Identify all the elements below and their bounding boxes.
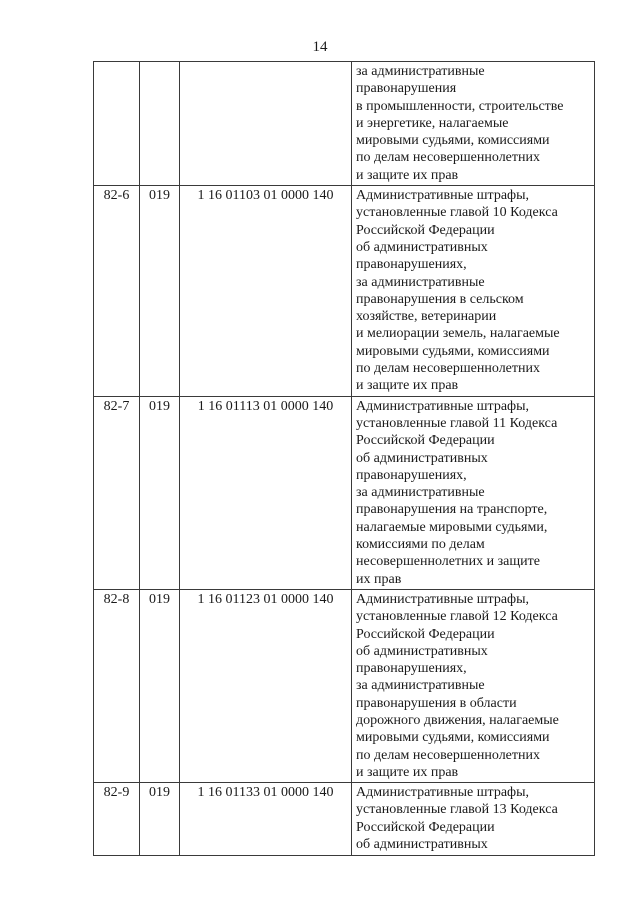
budget-classification-code: 1 16 01113 01 0000 140 xyxy=(180,396,352,589)
admin-code: 019 xyxy=(140,396,180,589)
description-line: мировыми судьями, комиссиями xyxy=(356,343,550,359)
description-line: правонарушения в области xyxy=(356,695,517,711)
description-line: за административные xyxy=(356,64,485,79)
budget-classification-code: 1 16 01103 01 0000 140 xyxy=(180,186,352,397)
row-number: 82-9 xyxy=(94,783,140,856)
description xyxy=(352,396,595,589)
table-row xyxy=(94,62,595,186)
description-line: за административные xyxy=(356,274,485,290)
description-line: установленные главой 13 Кодекса xyxy=(356,802,558,818)
description-line: и мелиорации земель, налагаемые xyxy=(356,326,560,342)
admin-code xyxy=(140,62,180,186)
description-line: Административные штрафы, xyxy=(356,785,530,801)
description-line: об административных xyxy=(356,643,488,659)
description xyxy=(352,186,595,397)
description-line: налагаемые мировыми судьями, xyxy=(356,519,548,535)
description-line: и защите их прав xyxy=(356,764,459,780)
description-line: Административные штрафы, xyxy=(356,188,530,204)
description-line: хозяйстве, ветеринарии xyxy=(356,309,497,325)
description-line: Российской Федерации xyxy=(356,819,495,835)
description-line: мировыми судьями, комиссиями xyxy=(356,133,550,149)
description-line: их прав xyxy=(356,571,402,587)
row-number xyxy=(94,62,140,186)
description-line: мировыми судьями, комиссиями xyxy=(356,730,550,746)
description xyxy=(352,589,595,782)
description-line: и защите их прав xyxy=(356,378,459,394)
fines-table xyxy=(93,61,595,856)
page-number: 14 xyxy=(312,39,328,55)
description-line: дорожного движения, налагаемые xyxy=(356,712,559,728)
description-line: правонарушения в сельском xyxy=(356,291,524,307)
budget-classification-code: 1 16 01133 01 0000 140 xyxy=(180,783,352,856)
description-line: правонарушения на транспорте, xyxy=(356,502,548,518)
description-line: и защите их прав xyxy=(356,167,459,183)
description-line: за административные xyxy=(356,485,485,501)
admin-code: 019 xyxy=(140,186,180,397)
budget-classification-code xyxy=(180,62,352,186)
description-line: несовершеннолетних и защите xyxy=(356,554,540,570)
description-line: об административных xyxy=(356,450,488,466)
description-line: правонарушениях, xyxy=(356,661,467,677)
row-number: 82-8 xyxy=(94,589,140,782)
budget-classification-code: 1 16 01123 01 0000 140 xyxy=(180,589,352,782)
description-line: в промышленности, строительстве xyxy=(356,98,564,114)
row-number: 82-6 xyxy=(94,186,140,397)
description-line: Российской Федерации xyxy=(356,626,495,642)
description-line: и энергетике, налагаемые xyxy=(356,115,509,131)
table-row xyxy=(94,186,595,397)
description-line: установленные главой 10 Кодекса xyxy=(356,205,558,221)
description-line: об административных xyxy=(356,239,488,255)
table-row xyxy=(94,589,595,782)
description-line: комиссиями по делам xyxy=(356,537,485,553)
description-line: установленные главой 12 Кодекса xyxy=(356,609,558,625)
description-line: правонарушения xyxy=(356,81,457,97)
description xyxy=(352,62,595,186)
description-line: Административные штрафы, xyxy=(356,591,530,607)
table-row xyxy=(94,783,595,856)
description-line: правонарушениях, xyxy=(356,257,467,273)
description-line: установленные главой 11 Кодекса xyxy=(356,415,558,431)
description-line: за административные xyxy=(356,678,485,694)
description-line: по делам несовершеннолетних xyxy=(356,150,540,166)
admin-code: 019 xyxy=(140,783,180,856)
description-line: Российской Федерации xyxy=(356,433,495,449)
description-line: правонарушениях, xyxy=(356,467,467,483)
description-line: по делам несовершеннолетних xyxy=(356,747,540,763)
admin-code: 019 xyxy=(140,589,180,782)
description-line: Административные штрафы, xyxy=(356,398,530,414)
description-line: Российской Федерации xyxy=(356,222,495,238)
row-number: 82-7 xyxy=(94,396,140,589)
description-line: по делам несовершеннолетних xyxy=(356,361,540,377)
description xyxy=(352,783,595,856)
description-line: об административных xyxy=(356,837,488,853)
table-row xyxy=(94,396,595,589)
